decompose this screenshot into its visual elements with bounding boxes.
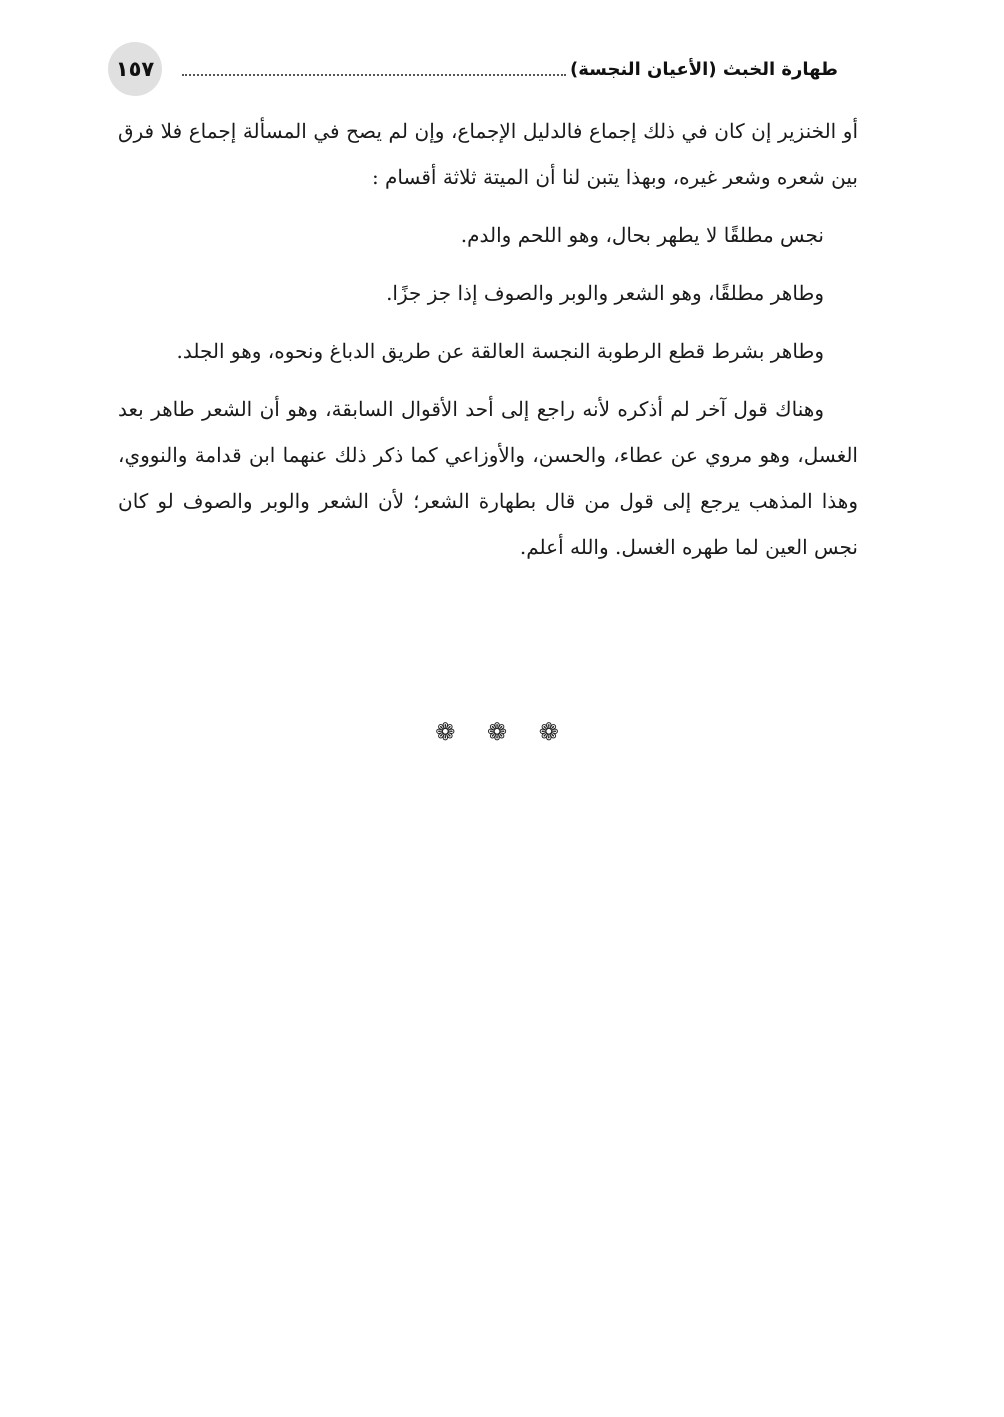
body-text [118, 108, 858, 582]
paragraph: وطاهر بشرط قطع الرطوبة النجسة العالقة عن طريق الدباغ ونحوه، وهو الجلد. [176, 339, 824, 363]
flower-ornament-icon: ❁ [538, 718, 569, 746]
paragraph: وطاهر مطلقًا، وهو الشعر والوبر والصوف إذا جز جزًا. [386, 281, 824, 305]
header-title: طهارة الخبث (الأعيان النجسة) [570, 58, 838, 80]
running-header [182, 54, 842, 84]
page-number: ١٥٧ [108, 42, 162, 96]
flower-ornament-icon: ❁ [486, 718, 518, 746]
paragraph: أو الخنزير إن كان في ذلك إجماع فالدليل الإجماع، وإن لم يصح في المسألة إجماع فلا فرق بين شعره وشعر غيره، وبهذا يتبن لنا أن الميتة ثلاثة أقسام : [118, 119, 858, 189]
paragraph: وهناك قول آخر لم أذكره لأنه راجع إلى أحد الأقوال السابقة، وهو أن الشعر طاهر بعد الغسل، وهو مروي عن عطاء، والحسن، والأوزاعي كما ذكر ذلك عنهما ابن قدامة والنووي، وهذا المذهب يرجع إلى قول من قال بطهارة الشعر؛ لأن الشعر والوبر والصوف لو كان نجس العين لما طهره الغسل. والله أعلم. [118, 397, 858, 559]
paragraph: نجس مطلقًا لا يطهر بحال، وهو اللحم والدم. [460, 223, 824, 247]
flower-ornament-icon: ❁ [435, 718, 466, 746]
section-separator [0, 718, 1004, 746]
header-dotted-leader [182, 74, 566, 76]
